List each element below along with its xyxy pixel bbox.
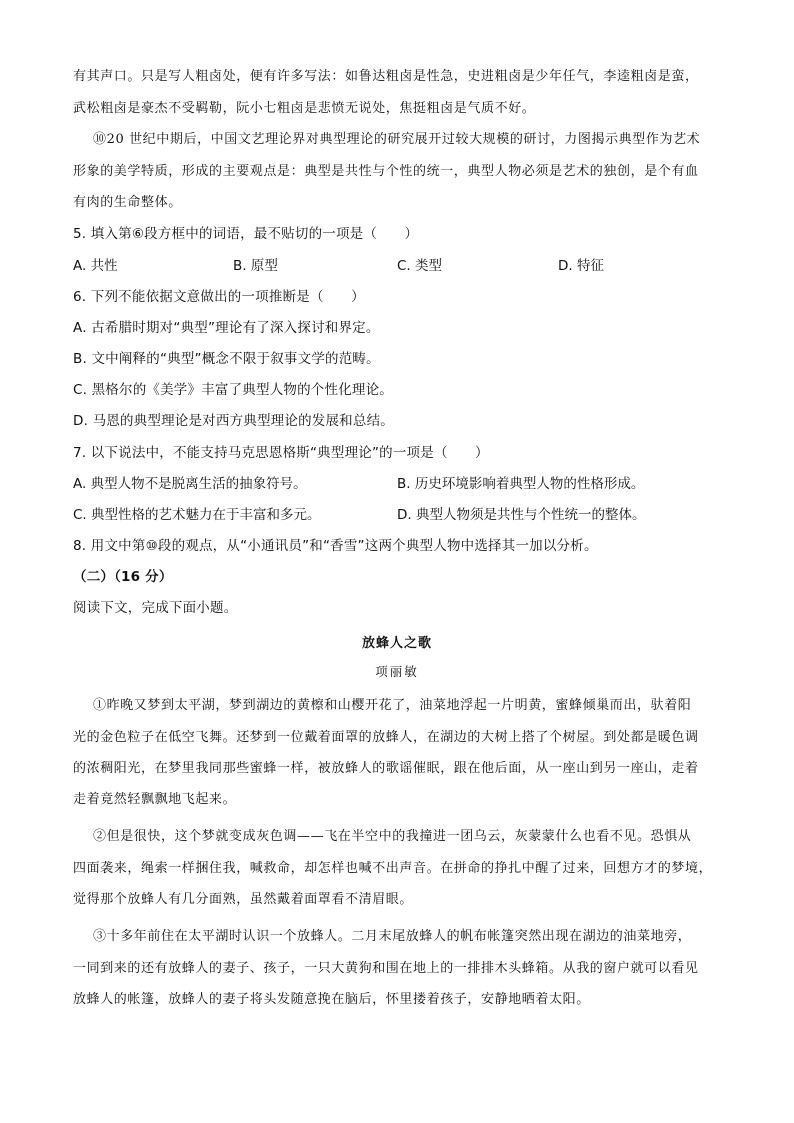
question-6-option-a: A. 古希腊时期对“典型”理论有了深入探讨和界定。	[73, 320, 380, 336]
question-6-stem: 6. 下列不能依据文意做出的一项推断是（ ）	[73, 289, 365, 305]
question-6-option-d: D. 马恩的典型理论是对西方典型理论的发展和总结。	[73, 413, 394, 429]
question-7-option-a: A. 典型人物不是脱离生活的抽象符号。	[73, 476, 307, 492]
passage-line: 武松粗卤是豪杰不受羁勒，阮小七粗卤是悲愤无说处，焦挺粗卤是气质不好。	[73, 101, 536, 116]
article-line: 四面袭来，绳索一样捆住我，喊救命，却怎样也喊不出声音。在拼命的挣扎中醒了过来，回想方才的梦境，	[73, 861, 713, 876]
article-line: 一同到来的还有放蜂人的妻子、孩子，一只大黄狗和围在地上的一排排木头蜂箱。从我的窗户就可以看见	[73, 961, 699, 976]
article-line: 走着竟然轻飘飘地飞起来。	[73, 792, 237, 807]
article-line: 光的金色粒子在低空飞舞。还梦到一位戴着面罩的放蜂人，在湖边的大树上搭了个树屋。到处都是暖色调	[73, 730, 699, 745]
article-line: 觉得那个放蜂人有几分面熟，虽然戴着面罩看不清眉眼。	[73, 892, 414, 907]
question-5-option-d: D. 特征	[558, 258, 604, 274]
question-7-stem: 7. 以下说法中，不能支持马克思恩格斯“典型理论”的一项是（ ）	[73, 445, 489, 461]
question-7-option-b: B. 历史环境影响着典型人物的性格形成。	[397, 476, 645, 492]
question-5-stem: 5. 填入第⑥段方框中的词语，最不贴切的一项是（ ）	[73, 226, 419, 242]
question-5-option-a: A. 共性	[73, 258, 118, 274]
passage-line: 有其声口。只是写人粗卤处，便有许多写法：如鲁达粗卤是性急，史进粗卤是少年任气，李逵粗卤是蛮，	[73, 69, 699, 84]
article-author: 项丽敏	[375, 664, 419, 679]
question-7-option-d: D. 典型人物须是共性与个性统一的整体。	[397, 507, 646, 523]
article-line: ③十多年前住在太平湖时认识一个放蜂人。二月末尾放蜂人的帆布帐篷突然出现在湖边的油菜地旁，	[93, 929, 692, 944]
section-2-instruction: 阅读下文，完成下面小题。	[73, 600, 238, 616]
question-6-option-b: B. 文中阐释的“典型”概念不限于叙事文学的范畴。	[73, 351, 380, 367]
question-5-option-c: C. 类型	[397, 258, 443, 274]
article-line: 的浓稠阳光，在梦里我同那些蜜蜂一样，被放蜂人的歌谣催眠，跟在他后面，从一座山到另一座山，走着	[73, 761, 699, 776]
article-title: 放蜂人之歌	[361, 636, 432, 651]
passage-line: ⑩20 世纪中期后，中国文艺理论界对典型理论的研究展开过较大规模的研讨，力图揭示典型作为艺术	[93, 132, 701, 147]
passage-line: 形象的美学特质，形成的主要观点是：典型是共性与个性的统一，典型人物必须是艺术的独创，是个有血	[73, 164, 699, 179]
question-7-option-c: C. 典型性格的艺术魅力在于丰富和多元。	[73, 507, 321, 523]
article-line: ②但是很快，这个梦就变成灰色调——飞在半空中的我撞进一团乌云，灰蒙蒙什么也看不见。恐惧从	[93, 829, 692, 844]
article-line: ①昨晚又梦到太平湖，梦到湖边的黄檫和山樱开花了，油菜地浮起一片明黄，蜜蜂倾巢而出，驮着阳	[93, 698, 692, 713]
question-8-stem: 8. 用文中第⑩段的观点，从“小通讯员”和“香雪”这两个典型人物中选择其一加以分析。	[73, 538, 598, 554]
article-line: 放蜂人的帐篷，放蜂人的妻子将头发随意挽在脑后，怀里搂着孩子，安静地晒着太阳。	[73, 992, 590, 1007]
passage-line: 有肉的生命整体。	[73, 195, 182, 210]
section-2-heading: （二）（16 分）	[73, 569, 173, 585]
question-6-option-c: C. 黑格尔的《美学》丰富了典型人物的个性化理论。	[73, 382, 394, 398]
question-5-option-b: B. 原型	[233, 258, 278, 274]
